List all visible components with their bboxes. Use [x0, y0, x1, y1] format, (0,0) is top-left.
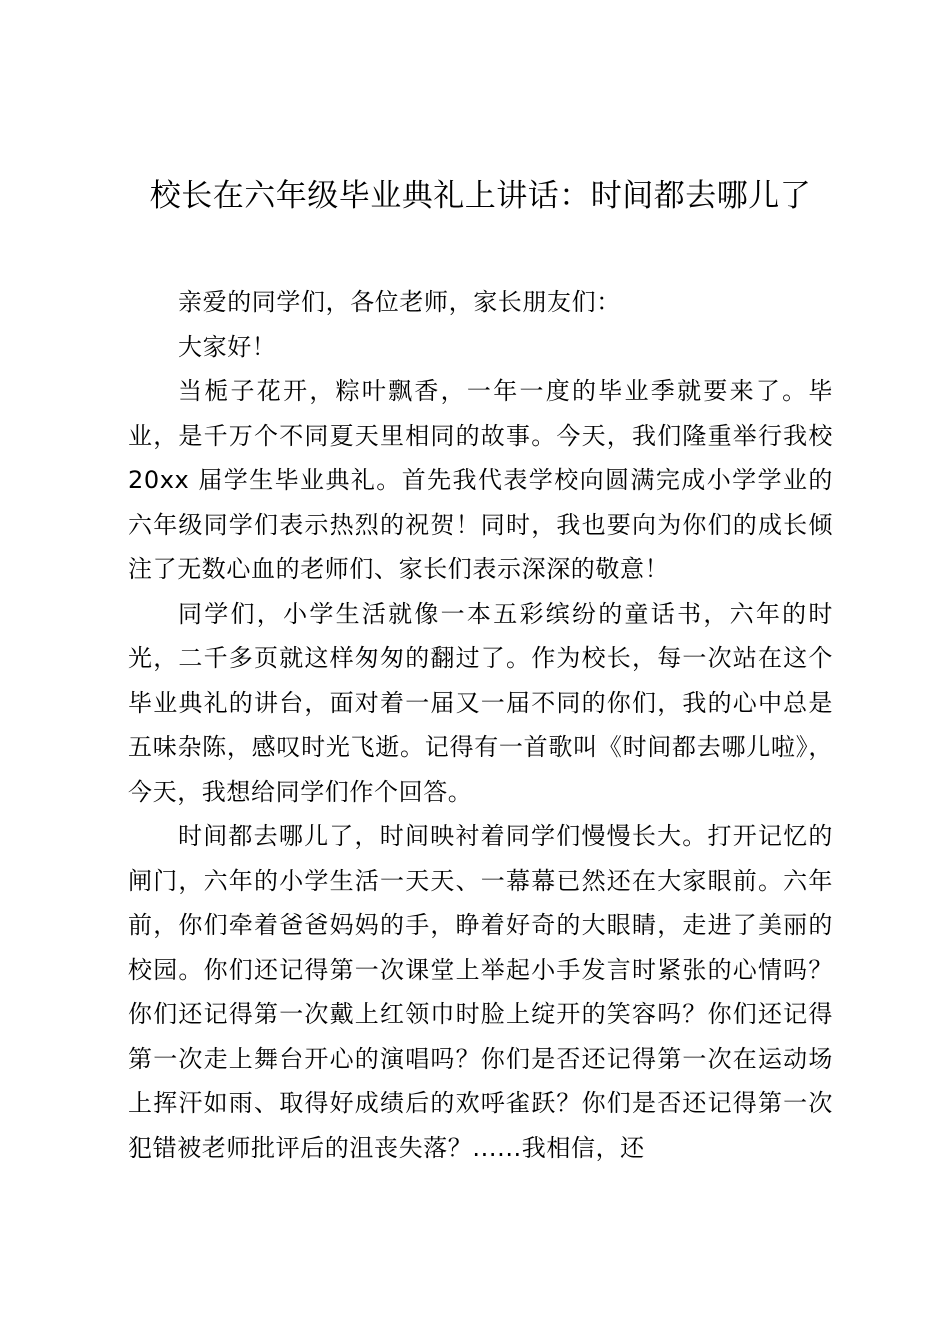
greeting: 大家好！	[178, 332, 277, 361]
document-body	[128, 280, 833, 1170]
paragraph-storybook: 同学们，小学生活就像一本五彩缤纷的童话书，六年的时光，二千多页就这样匆匆的翻过了。作为校长，每一次站在这个毕业典礼的讲台，面对着一届又一届不同的你们，我的心中总是五味杂陈，感叹时光飞逝。记得有一首歌叫《时间都去哪儿啦》，今天，我想给同学们作个回答。	[128, 599, 833, 806]
salutation: 亲爱的同学们，各位老师，家长朋友们：	[178, 288, 621, 316]
paragraph-memories: 时间都去哪儿了，时间映衬着同学们慢慢长大。打开记忆的闸门，六年的小学生活一天天、一幕幕已然还在大家眼前。六年前，你们牵着爸爸妈妈的手，睁着好奇的大眼睛，走进了美丽的校园。你们还记得第一次课堂上举起小手发言时紧张的心情吗？你们还记得第一次戴上红领巾时脸上绽开的笑容吗？你们还记得第一次走上舞台开心的演唱吗？你们是否还记得第一次在运动场上挥汗如雨、取得好成绩后的欢呼雀跃？你们是否还记得第一次犯错被老师批评后的沮丧失落？......我相信，还	[128, 822, 833, 1162]
paragraph-opening: 当栀子花开，粽叶飘香，一年一度的毕业季就要来了。毕业，是千万个不同夏天里相同的故事。今天，我们隆重举行我校 20xx 届学生毕业典礼。首先我代表学校向圆满完成小学学业的六年级同学们表示热烈的祝贺！同时，我也要向为你们的成长倾注了无数心血的老师们、家长们表示深深的敬意！	[128, 377, 833, 583]
document-title: 校长在六年级毕业典礼上讲话：时间都去哪儿了	[149, 178, 812, 214]
